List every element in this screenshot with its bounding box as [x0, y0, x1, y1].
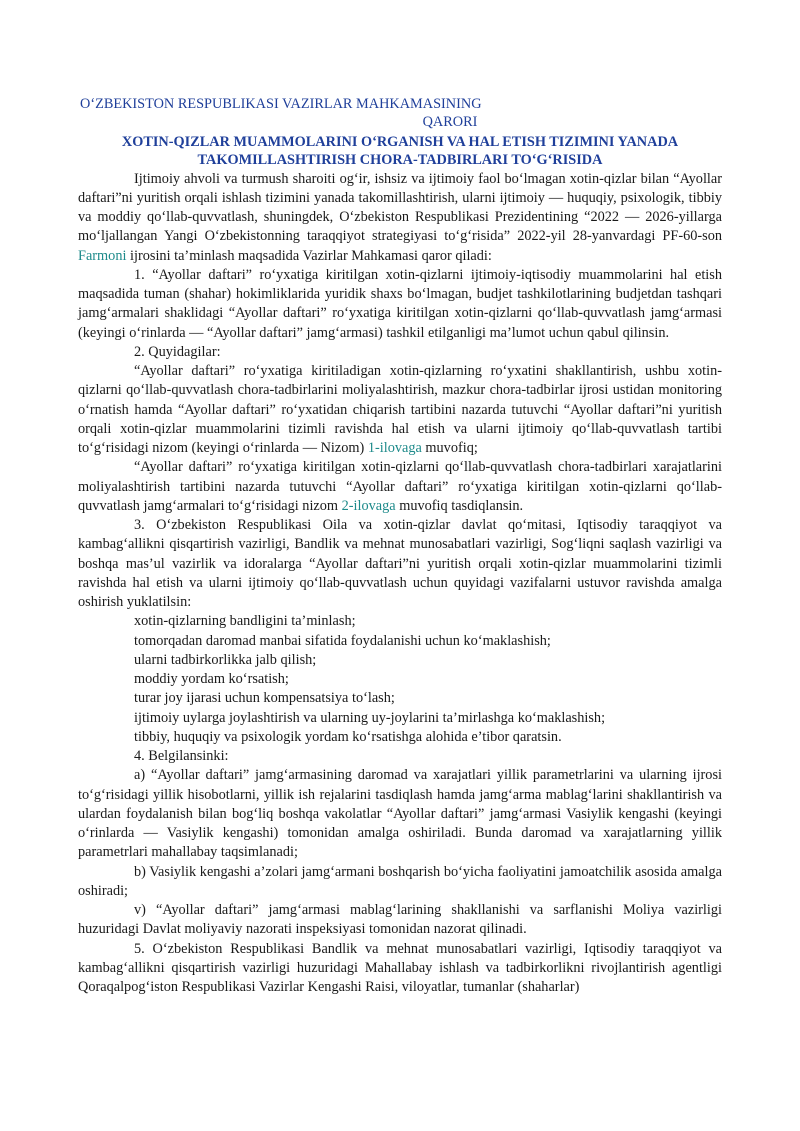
clause-3-task: tibbiy, huquqiy va psixologik yordam ko‘rsatishga alohida e’tibor qaratsin. [134, 728, 562, 745]
clause-4-b: b) Vasiylik kengashi a’zolari jamg‘armani boshqarish bo‘yicha faoliyatini jamoatchilik asosida amalga oshiradi; [78, 863, 722, 899]
clause-1: 1. “Ayollar daftari” ro‘yxatiga kiritilgan xotin-qizlarni ijtimoiy-iqtisodiy muammolarini hal etish maqsadida tuman (shahar) hokimliklarida yuridik shaxs bo‘lmagan, budjet tashkilotlarining budjetdan tashqari jamg‘armalari shaklidagi “Ayollar daftari” ro‘yxatiga kiritilgan xotin-qizlarni qo‘llab-quvvatlash jamg‘armasi (keyingi o‘rinlarda — “Ayollar daftari” jamg‘armasi) tashkil etilganligi ma’lumot uchun qabul qilinsin. [78, 266, 722, 341]
clause-2-item-2-tail: muvofiq tasdiqlansin. [395, 497, 524, 514]
clause-3: 3. O‘zbekiston Respublikasi Oila va xotin-qizlar davlat qo‘mitasi, Iqtisodiy taraqqiyot va kambag‘allikni qisqartirish vazirligi, Bandlik va mehnat munosabatlari vazirligi, Sog‘liqni saqlash vazirligi va boshqa mas’ul vazirlik va idoralarga “Ayollar daftari”ni yuritish orqali xotin-qizlar muammolarini tizimli ravishda hal etish va ularni ijtimoiy qo‘llab-quvvatlash uchun quyidagi vazifalarni ustuvor ravishda amalga oshirish yuklatilsin: [78, 517, 722, 610]
title-line-1: XOTIN-QIZLAR MUAMMOLARINI O‘RGANISH VA HAL ETISH TIZIMINI YANADA [121, 133, 679, 150]
clause-3-task: xotin-qizlarning bandligini ta’minlash; [134, 613, 356, 630]
document-type: QARORI [422, 114, 478, 131]
title-line-2: TAKOMILLASHTIRISH CHORA-TADBIRLARI TO‘G‘RISIDA [197, 152, 603, 168]
clause-2-item-2-text: “Ayollar daftari” ro‘yxatiga kiritilgan xotin-qizlarni qo‘llab-quvvatlash chora-tadbirlari xarajatlarini moliyalashtirish tartibini nazarda tutuvchi “Ayollar daftari” ro‘yxatiga kiritilgan xotin-qizlarni qo‘llab-quvvatlash jamg‘armalari to‘g‘risidagi nizom [78, 459, 722, 514]
preamble-paragraph [78, 170, 722, 266]
clause-5: 5. O‘zbekiston Respublikasi Bandlik va mehnat munosabatlari vazirligi, Iqtisodiy taraqqiyot va kambag‘allikni qisqartirish vazirligi huzuridagi Mahallabay ishlash va tadbirkorlikni rivojlantirish agentligi Qoraqalpog‘iston Respublikasi Vazirlar Kengashi Raisi, viloyatlar, tumanlar (shaharlar) [78, 940, 722, 995]
preamble-text: Ijtimoiy ahvoli va turmush sharoiti og‘ir, ishsiz va ijtimoiy faol bo‘lmagan xotin-qizlar bilan “Ayollar daftari”ni yuritish orqali ishlash tizimini yanada takomillashtirish, ularni ijtimoiy — huquqiy, psixologik, tibbiy va moddiy qo‘llab-quvvatlash, shuningdek, O‘zbekiston Respublikasi Prezidentining “2022 — 2026-yillarga mo‘ljallangan Yangi O‘zbekistonning taraqqiyot strategiyasi to‘g‘risida” 2022-yil 28-yanvardagi PF-60-son [78, 170, 722, 245]
clause-2-item-1 [78, 362, 722, 458]
annex-1-link[interactable]: 1-ilovaga [367, 440, 422, 456]
clause-2-item-2 [78, 458, 722, 516]
clause-2: 2. Quyidagilar: [134, 343, 221, 360]
clause-4-a: a) “Ayollar daftari” jamg‘armasining daromad va xarajatlari yillik parametrlarini va ularning ijrosi to‘g‘risidagi yillik hisobotlarni, yillik ish rejalarini tasdiqlash hamda jamg‘arma mablag‘larini shakllantirish va ulardan foydalanish bilan bog‘liq boshqa vakolatlar “Ayollar daftari” jamg‘armasi Vasiylik kengashi (keyingi o‘rinlarda — Vasiylik kengashi) tomonidan amalga oshiriladi. Bunda daromad va xarajatlarning yillik parametrlari mahallabay taqsimlanadi; [78, 767, 722, 861]
clause-4: 4. Belgilansinki: [134, 748, 229, 764]
issuing-authority: O‘ZBEKISTON RESPUBLIKASI VAZIRLAR MAHKAMASINING [80, 96, 482, 112]
clause-2-item-1-text: “Ayollar daftari” ro‘yxatiga kiritiladigan xotin-qizlarning ro‘yxatini shakllantirish, ushbu xotin-qizlarni qo‘llab-quvvatlash chora-tadbirlarini moliyalashtirish, mazkur chora-tadbirlar ijrosi ustidan monitoring o‘rnatish hamda “Ayollar daftari” ro‘yxatidan chiqarish tartibini nazarda tutuvchi “Ayollar daftari”ni yuritish orqali xotin-qizlar muammolarini tizimli ravishda hal etish va ularni ijtimoiy qo‘llab-quvvatlash tartibi to‘g‘risidagi nizom (keyingi o‘rinlarda — Nizom) [78, 363, 722, 456]
clause-3-task: ijtimoiy uylarga joylashtirish va ularning uy-joylarini ta’mirlashga ko‘maklashish; [134, 709, 606, 726]
clause-3-task: turar joy ijarasi uchun kompensatsiya to‘lash; [134, 690, 395, 707]
clause-4-v: v) “Ayollar daftari” jamg‘armasi mablag‘larining shakllanishi va sarflanishi Moliya vazirligi huzuridagi Davlat moliyaviy nazorati inspeksiyasi tomonidan nazorat qilinadi. [78, 902, 722, 938]
clause-3-task: ularni tadbirkorlikka jalb qilish; [134, 651, 317, 668]
clause-2-item-1-tail: muvofiq; [421, 440, 478, 456]
annex-2-link[interactable]: 2-ilovaga [341, 497, 396, 514]
preamble-text-end: ijrosini ta’minlash maqsadida Vazirlar Mahkamasi qaror qiladi: [126, 247, 492, 264]
clause-3-task: tomorqadan daromad manbai sifatida foydalanishi uchun ko‘maklashish; [134, 632, 551, 649]
document-title [78, 133, 722, 170]
farmoni-link[interactable]: Farmoni [78, 247, 127, 264]
clause-3-task: moddiy yordam ko‘rsatish; [134, 671, 289, 687]
